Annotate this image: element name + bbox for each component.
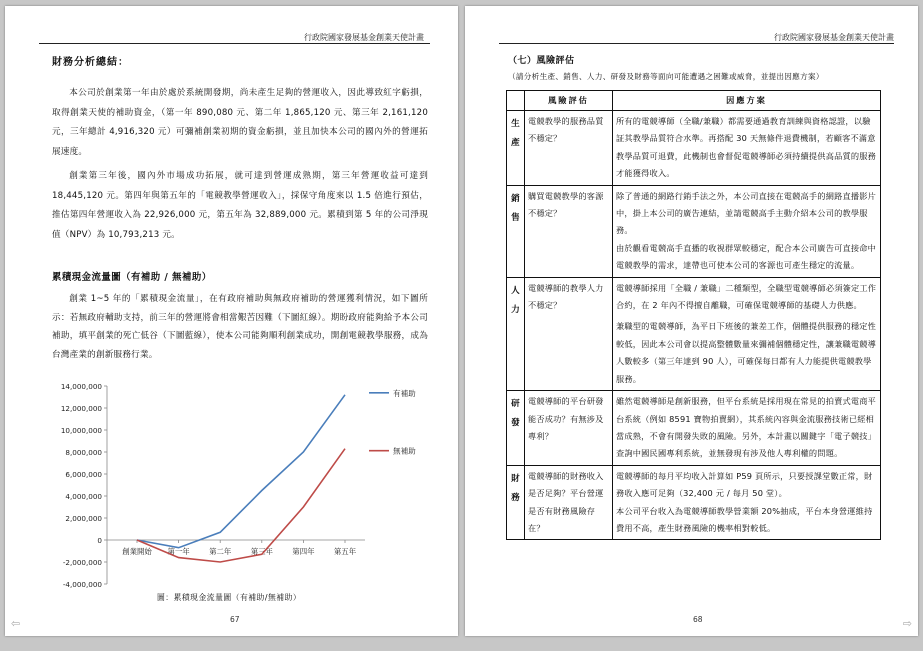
next-page-arrow-icon[interactable]: ⇨	[902, 617, 912, 630]
x-tick-label: 第三年	[250, 547, 273, 556]
legend-label: 有補助	[393, 388, 416, 398]
risk-cell: 電競導師的教學人力不穩定？	[525, 277, 613, 390]
y-tick-label: 12,000,000	[60, 404, 102, 413]
y-tick-label: 0	[97, 536, 102, 545]
y-tick-label: -2,000,000	[62, 558, 102, 567]
right-page	[465, 6, 918, 636]
risk-cell: 電競教學的服務品質不穩定？	[525, 111, 613, 186]
header-rule	[39, 43, 430, 44]
paragraph: 創業 1~5 年的「累積現金流量」，在有政府補助與無政府補助的營運獲利情況，如下圖所示：若無政府輔助支持，前三年的營運將會相當艱苦因難（下圖紅線）。期盼政府能夠給予本公司補助，填平創業的死亡低谷（下圖藍線），使本公司能夠順利創業成功，開創電競教學服務，成為台灣產業的創新服務行業。	[52, 294, 428, 360]
paragraph: 本公司於創業第一年由於處於系統開發期，尚未產生足夠的營運收入，因此導致紅字虧損，取得創業天使的補助資金，（第一年 890,080 元、第二年 1,865,120 元、第三年 2,161,120 元，三年總計 4,916,320 元）可彌補創業初期的資金虧損，並且加快本公司的國內外的營運拓展速度。	[52, 88, 428, 157]
header-rule	[499, 43, 894, 44]
header-cell	[507, 91, 525, 111]
category-cell: 人力	[507, 277, 525, 390]
response-cell	[613, 185, 881, 277]
section-title: 累積現金流量圖（有補助 / 無補助）	[52, 272, 212, 283]
series-line-0	[137, 395, 345, 548]
y-tick-label: 14,000,000	[60, 382, 102, 391]
y-tick-label: 6,000,000	[65, 470, 102, 479]
y-tick-label: 8,000,000	[65, 448, 102, 457]
x-tick-label: 第一年	[167, 547, 190, 556]
category-cell: 生產	[507, 111, 525, 186]
response-text: 由於觀看電競高手直播的收視群眾較穩定，配合本公司廣告可直接命中電競教學的需求，達帶也可使本公司的客源也可產生穩定的流量。	[616, 242, 877, 271]
x-tick-label: 第四年	[292, 547, 315, 556]
previous-page-arrow-icon[interactable]: ⇦	[11, 617, 21, 630]
table-row	[507, 185, 881, 277]
x-tick-label: 第二年	[209, 547, 232, 556]
response-text: 電競導師的每月平均收入計算如 P59 頁所示，只要授課堂數正常，財務收入應可足夠（32,400 元 / 每月 50 堂）。	[616, 470, 873, 499]
section-title: （七）風險評估	[508, 56, 575, 66]
header-cell: 風險評估	[525, 91, 613, 111]
legend-label: 無補助	[393, 446, 416, 456]
y-tick-label: -4,000,000	[62, 580, 102, 589]
response-cell	[613, 277, 881, 390]
risk-cell: 電競導師的財務收入是否足夠？平台營運是否有財務風險存在？	[525, 465, 613, 540]
risk-cell: 電競導師的平台研發能否成功？有無涉及專利？	[525, 391, 613, 466]
table-row	[507, 391, 881, 466]
running-head: 行政院國家發展基金創業天使計畫	[774, 33, 894, 42]
risk-cell: 購買電競教學的客源不穩定？	[525, 185, 613, 277]
left-page	[5, 6, 458, 636]
page-number: 67	[230, 615, 240, 624]
figure-caption: 圖：累積現金流量圖（有補助/無補助）	[157, 593, 302, 602]
response-text: 所有的電競導師（全職/兼職）都需要通過教育訓練與資格認證，以驗証其教學品質符合水準。再搭配 30 天無條件退費機制，若顧客不滿意教學品質可退費，此機制也會督促電競導師必須持續提供高品質的服務才能獲得收入。	[616, 116, 877, 179]
x-tick-label: 創業開始	[122, 547, 152, 556]
section-subtitle: （請分析生產、銷售、人力、研發及財務等面向可能遭遇之困難或威脅，並提出因應方案）	[508, 72, 824, 81]
y-tick-label: 2,000,000	[65, 514, 102, 523]
risk-table	[506, 90, 881, 540]
response-cell	[613, 391, 881, 466]
table-row	[507, 111, 881, 186]
table-header-row	[507, 91, 881, 111]
category-cell: 銷售	[507, 185, 525, 277]
paragraph: 創業第三年後，國內外市場成功拓展，就可達到營運成熟期，第三年營運收益可達到 18,445,120 元。第四年與第五年的「電競教學營運收入」，採保守角度來以 1.5 倍進行預估，推估第四年營運收入為 22,926,000 元，第五年為 32,889,000 元。累積到第 5 年的公司淨現值（NPV）為 10,793,213 元。	[52, 171, 428, 240]
page-number: 68	[693, 615, 703, 624]
response-text: 雖然電競導師是創新服務，但平台系統是採用現在常見的拍賣式電商平台系統（例如 8591 寶物拍賣網），其系統內容與金流服務技術已經相當成熟，不會有開發失敗的風險。另外，本計畫以關鍵字「電子競技」查詢中國民國專利系統，並無發現有涉及他人專利權的問題。	[616, 396, 877, 459]
table-row	[507, 465, 881, 540]
response-text: 本公司平台收入為電競導師教學營業額 20%抽成，平台本身營運維持費用不高，產生財務風險的機率相對較低。	[616, 505, 873, 533]
running-head: 行政院國家發展基金創業天使計畫	[304, 33, 424, 42]
response-text: 兼職型的電競導師，為平日下班後的兼差工作，個體提供服務的穩定性較低，因此本公司會以提高整體數量來彌補個體穩定性，讓兼職電競導人數較多（第三年達到 90 人），可確保每日都有人力能提供電競教學服務。	[616, 321, 877, 384]
header-cell: 因應方案	[613, 91, 881, 111]
cumulative-cash-flow-chart	[45, 378, 445, 594]
category-cell: 研發	[507, 391, 525, 466]
section-title: 財務分析總結：	[52, 57, 129, 68]
response-text: 除了普通的網路行銷手法之外，本公司直接在電競高手的網路直播影片中，掛上本公司的廣告連結，並請電競高手主動介紹本公司的教學服務。	[616, 190, 877, 236]
response-text: 電競導師採用「全職 / 兼職」二種類型，全職型電競導師必須簽定工作合約，在 2 年內不得擅自離職，可確保電競導師的基礎人力供應。	[616, 282, 877, 311]
x-tick-label: 第五年	[333, 547, 357, 556]
y-tick-label: 10,000,000	[60, 426, 102, 435]
response-cell	[613, 111, 881, 186]
y-tick-label: 4,000,000	[65, 492, 102, 501]
response-cell	[613, 465, 881, 540]
table-row	[507, 277, 881, 390]
category-cell: 財務	[507, 465, 525, 540]
